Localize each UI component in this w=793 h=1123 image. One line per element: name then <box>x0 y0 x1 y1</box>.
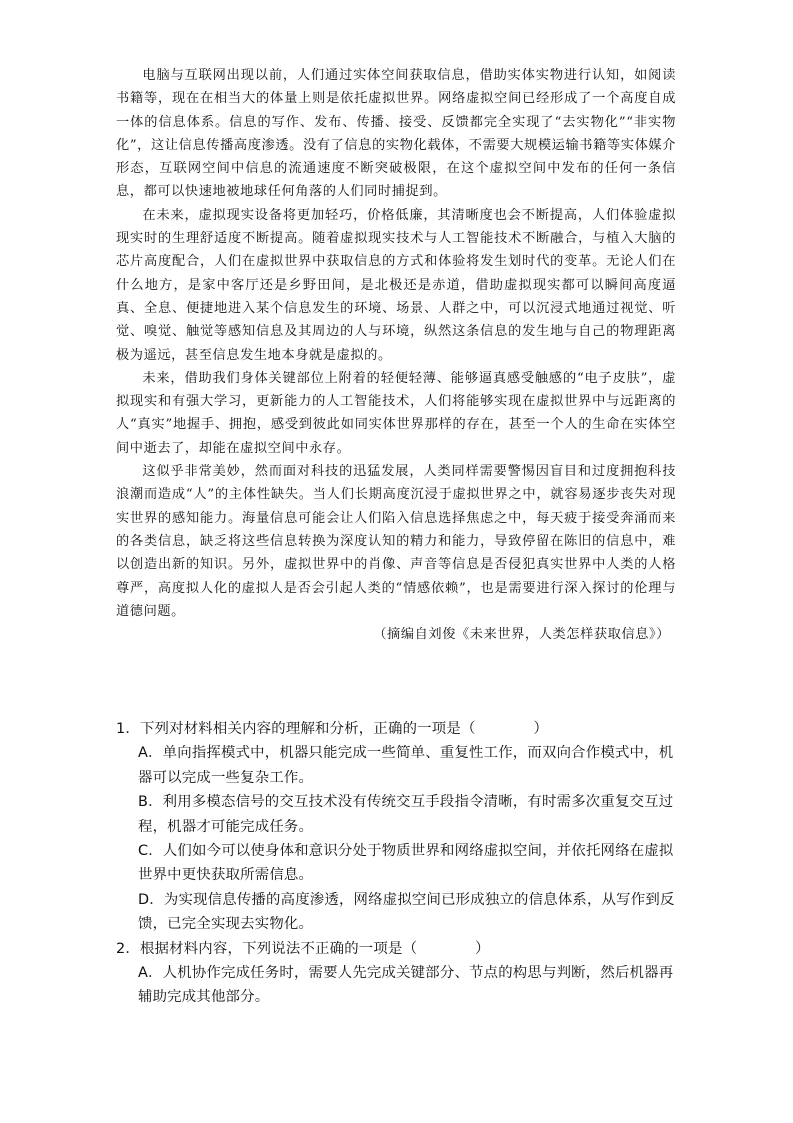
passage-paragraph-3: 未来，借助我们身体关键部位上附着的轻便轻薄、能够逼真感受触感的“电子皮肤”，虚拟现实和有强大学习，更新能力的人工智能技术，人们将能够实现在虚拟世界中与远距离的人“真实”地握手、拥抱，感受到彼此如同实体世界那样的存在，甚至一个人的生命在实体空间中逝去了，却能在虚拟空间中永存。 <box>116 370 676 456</box>
passage-paragraph-2: 在未来，虚拟现实设备将更加轻巧，价格低廉，其清晰度也会不断提高，人们体验虚拟现实时的生理舒适度不断提高。随着虚拟现实技术与人工智能技术不断融合，与植入大脑的芯片高度配合，人们在虚拟世界中获取信息的方式和体验将发生划时代的变革。无论人们在什么地方，是家中客厅还是乡野田间，是北极还是赤道，借助虚拟现实都可以瞬间高度逼真、全息、便捷地进入某个信息发生的环境、场景、人群之中，可以沉浸式地通过视觉、听觉、嗅觉、触觉等感知信息及其周边的人与环境，纵然这条信息的发生地与自己的物理距离极为遥远，甚至信息发生地本身就是虚拟的。 <box>116 207 676 363</box>
passage-paragraph-4: 这似乎非常美妙，然而面对科技的迅猛发展，人类同样需要警惕因盲目和过度拥抱科技浪潮而造成“人”的主体性缺失。当人们长期高度沉浸于虚拟世界之中，就容易逐步丧失对现实世界的感知能力。海量信息可能会让人们陷入信息选择焦虑之中，每天疲于接受奔涌而来的各类信息，缺乏将这些信息转换为深度认知的精力和能力，导致停留在陈旧的信息中，难以创造出新的知识。另外，虚拟世界中的肖像、声音等信息是否侵犯真实世界中人类的人格尊严，高度拟人化的虚拟人是否会引起人类的“情感依赖”，也是需要进行深入探讨的伦理与道德问题。 <box>116 464 676 619</box>
option-d: D．为实现信息传播的高度渗透，网络虚拟空间已形成独立的信息体系，从写作到反馈，已完全实现去实物化。 <box>138 891 675 933</box>
option-c: C．人们如今可以使身体和意识分处于物质世界和网络虚拟空间，并依托网络在虚拟世界中更快获取所需信息。 <box>138 843 674 884</box>
question-stem-text: 1．下列对材料相关内容的理解和分析，正确的一项是（ <box>116 721 476 737</box>
question-2 <box>116 937 676 1010</box>
question-1 <box>116 717 676 937</box>
option-a: A．人机协作完成任务时，需要人先完成关键部分、节点的构思与判断，然后机器再辅助完成其他部分。 <box>138 965 674 1006</box>
question-list <box>116 717 676 1010</box>
option-a: A．单向指挥模式中，机器只能完成一些简单、重复性工作，而双向合作模式中，机器可以完成一些复杂工作。 <box>138 745 674 786</box>
question-stem <box>116 717 676 741</box>
passage-source: （摘编自刘俊《未来世界，人类怎样获取信息》） <box>373 627 670 643</box>
question-stem-close: ） <box>475 940 490 957</box>
passage-paragraph-1: 电脑与互联网出现以前，人们通过实体空间获取信息，借助实体实物进行认知，如阅读书籍等，现在在相当大的体量上则是依托虚拟世界。网络虚拟空间已经形成了一个高度自成一体的信息体系。信息的写作、发布、传播、接受、反馈都完全实现了“去实物化”“非实物化”，这让信息传播高度渗透。没有了信息的实物化载体，不需要大规模运输书籍等实体媒介形态，互联网空间中信息的流通速度不断突破极限，在这个虚拟空间中发布的任何一条信息，都可以快速地被地球任何角落的人们同时捕捉到。 <box>116 68 676 200</box>
question-stem-close: ） <box>533 721 549 737</box>
reading-passage <box>116 64 676 646</box>
question-stem <box>116 937 676 961</box>
question-stem-text: 2．根据材料内容，下列说法不正确的一项是（ <box>116 940 418 957</box>
option-b: B．利用多模态信号的交互技术没有传统交互手段指令清晰，有时需多次重复交互过程，机器才可能完成任务。 <box>138 794 674 835</box>
